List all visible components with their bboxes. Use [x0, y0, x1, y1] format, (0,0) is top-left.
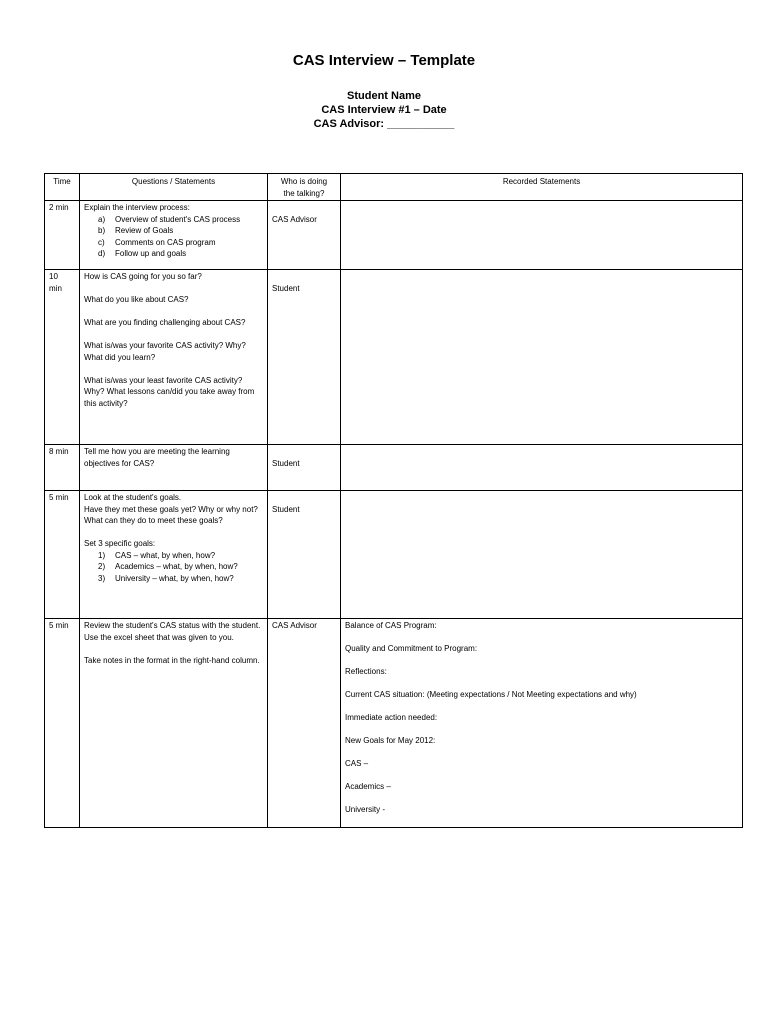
recorded-line: Balance of CAS Program: — [345, 621, 437, 630]
interview-date-label: CAS Interview #1 – Date — [321, 104, 447, 116]
list-item — [84, 550, 263, 562]
student-name-label: Student Name — [347, 90, 421, 102]
list-item-text: University – what, by when, how? — [115, 573, 234, 583]
list-item-text: Academics – what, by when, how? — [115, 562, 238, 571]
question-text: Have they met these goals yet? Why or why not? What can they do to meet these goals? — [84, 504, 258, 525]
question-text: What is/was your favorite CAS activity? Why? What did you learn? — [84, 341, 246, 362]
process-list — [84, 214, 263, 260]
who-text: CAS Advisor — [272, 214, 317, 224]
question-text: Look at the student's goals. — [84, 493, 182, 502]
question-text: What are you finding challenging about CAS? — [84, 318, 246, 327]
who-text: Student — [272, 283, 300, 293]
table-row — [45, 270, 743, 445]
advisor-label: CAS Advisor: ___________ — [313, 118, 455, 130]
list-marker: d) — [98, 249, 106, 258]
table-row — [45, 491, 743, 619]
list-item — [84, 561, 263, 573]
page-title: CAS Interview – Template — [292, 52, 476, 69]
list-item-text: Overview of student's CAS process — [115, 214, 241, 224]
who-cell — [268, 270, 341, 445]
question-text: Explain the interview process: — [84, 203, 190, 212]
who-text: Student — [272, 504, 300, 514]
recorded-cell — [341, 491, 743, 619]
list-item — [84, 237, 263, 249]
header-recorded: Recorded Statements — [341, 174, 743, 201]
list-marker: b) — [98, 226, 106, 235]
time-cell — [45, 270, 80, 445]
question-text: Review the student's CAS status with the student. Use the excel sheet that was given to you. — [84, 621, 261, 642]
time-line2: min — [49, 283, 62, 293]
questions-cell — [80, 270, 268, 445]
recorded-line: CAS – — [345, 759, 369, 768]
recorded-cell — [341, 445, 743, 491]
list-item-text: Review of Goals — [115, 226, 174, 235]
table-row — [45, 619, 743, 828]
who-cell — [268, 445, 341, 491]
recorded-cell — [341, 270, 743, 445]
list-marker: 1) — [98, 550, 106, 560]
interview-table — [44, 173, 743, 828]
list-item — [84, 248, 263, 260]
table-row — [45, 201, 743, 270]
list-item-text: Follow up and goals — [115, 249, 187, 258]
header-time: Time — [45, 174, 80, 201]
header-who-line2: the talking? — [283, 188, 325, 198]
list-item-text: Comments on CAS program — [115, 237, 216, 247]
who-cell — [268, 201, 341, 270]
recorded-line: Reflections: — [345, 667, 387, 676]
list-item-text: CAS – what, by when, how? — [115, 550, 216, 560]
set-goals-text: Set 3 specific goals: — [84, 539, 156, 548]
question-text: What is/was your least favorite CAS activity? Why? What lessons can/did you take away from this activity? — [84, 375, 255, 408]
header-questions: Questions / Statements — [80, 174, 268, 201]
question-text: Take notes in the format in the right-hand column. — [84, 655, 260, 665]
list-item — [84, 573, 263, 585]
time-cell: 2 min — [45, 201, 80, 270]
header-who — [268, 174, 341, 201]
list-marker: 2) — [98, 562, 106, 571]
recorded-line: Current CAS situation: (Meeting expectations / Not Meeting expectations and why) — [345, 690, 637, 699]
questions-cell — [80, 445, 268, 491]
list-item — [84, 225, 263, 237]
who-cell — [268, 491, 341, 619]
who-text: Student — [272, 458, 300, 468]
questions-cell — [80, 619, 268, 828]
recorded-line: Quality and Commitment to Program: — [345, 644, 478, 653]
list-marker: 3) — [98, 573, 106, 583]
table-row — [45, 445, 743, 491]
who-cell — [268, 619, 341, 828]
question-text: How is CAS going for you so far? — [84, 272, 202, 281]
recorded-line: University - — [345, 805, 386, 814]
goals-list — [84, 550, 263, 585]
recorded-line: New Goals for May 2012: — [345, 736, 436, 745]
table-header-row — [45, 174, 743, 201]
recorded-cell — [341, 201, 743, 270]
time-line1: 10 — [49, 272, 58, 281]
question-text: Tell me how you are meeting the learning objectives for CAS? — [84, 447, 230, 468]
list-marker: a) — [98, 214, 106, 224]
time-cell: 8 min — [45, 445, 80, 491]
time-cell: 5 min — [45, 491, 80, 619]
header-who-line1: Who is doing — [280, 177, 328, 186]
questions-cell — [80, 201, 268, 270]
questions-cell — [80, 491, 268, 619]
question-text: What do you like about CAS? — [84, 295, 189, 304]
list-item — [84, 214, 263, 226]
list-marker: c) — [98, 237, 105, 247]
recorded-cell — [341, 619, 743, 828]
recorded-line: Academics – — [345, 782, 391, 791]
recorded-line: Immediate action needed: — [345, 713, 438, 722]
who-text: CAS Advisor — [272, 621, 317, 630]
time-cell: 5 min — [45, 619, 80, 828]
